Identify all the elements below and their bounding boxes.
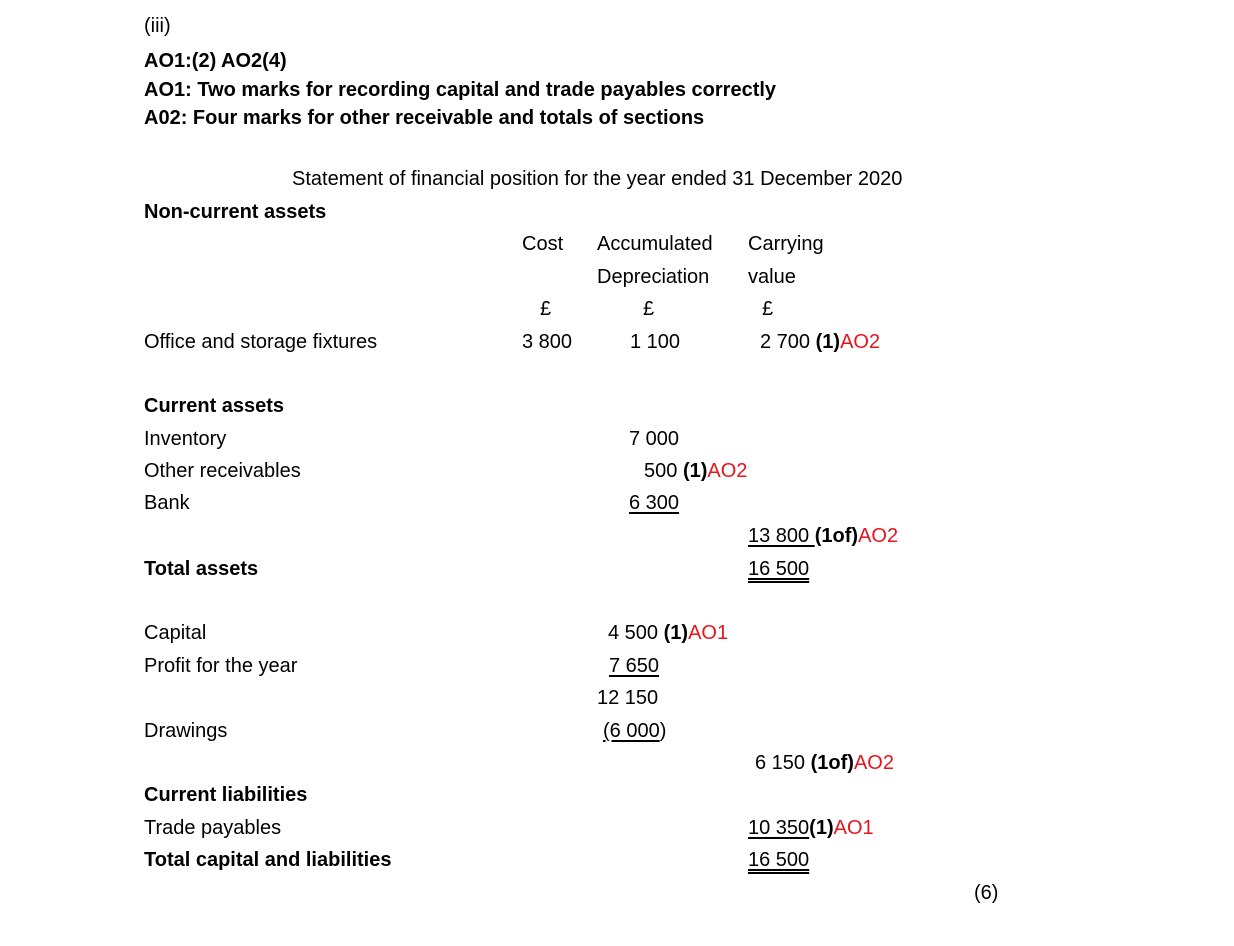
current-assets-total-mark: (1of)	[814, 525, 859, 547]
non-current-heading: Non-current assets	[144, 201, 327, 223]
payables-row	[748, 816, 874, 840]
part-label: (iii)	[144, 15, 171, 37]
capital-value: 4 500	[608, 622, 659, 644]
ao1-note: AO1: Two marks for recording capital and trade payables correctly	[144, 79, 777, 101]
total-capital-liabilities-label: Total capital and liabilities	[144, 849, 392, 871]
drawings-row	[603, 719, 666, 743]
drawings-close: )	[659, 720, 667, 742]
marks-total: (6)	[974, 882, 999, 904]
fixtures-cost: 3 800	[522, 331, 573, 353]
current-assets-total-ao: AO2	[858, 525, 899, 547]
drawings-label: Drawings	[144, 720, 228, 742]
current-assets-total-value: 13 800	[748, 525, 815, 547]
profit-label: Profit for the year	[144, 655, 298, 677]
capital-label: Capital	[144, 622, 207, 644]
drawings-value: (6 000	[603, 720, 660, 742]
ao2-note: A02: Four marks for other receivable and totals of sections	[144, 107, 705, 129]
fixtures-carrying-value: 2 700	[760, 331, 811, 353]
col-value: value	[748, 266, 796, 288]
receivables-label: Other receivables	[144, 460, 301, 482]
capital-ao: AO1	[688, 622, 729, 644]
current-liabilities-heading: Current liabilities	[144, 784, 308, 806]
receivables-value: 500	[644, 460, 678, 482]
fixtures-label: Office and storage fixtures	[144, 331, 378, 353]
net-capital-mark: (1of)	[810, 752, 854, 774]
payables-mark: (1)	[809, 817, 834, 839]
inventory-value: 7 000	[629, 428, 680, 450]
receivables-row	[644, 459, 747, 483]
col-carrying: Carrying	[748, 233, 824, 255]
fixtures-ao: AO2	[840, 331, 881, 353]
receivables-ao: AO2	[707, 460, 748, 482]
currency-cost: £	[540, 298, 552, 320]
ao-summary: AO1:(2) AO2(4)	[144, 50, 287, 72]
total-assets-label: Total assets	[144, 558, 259, 580]
capital-subtotal: 12 150	[597, 687, 659, 709]
payables-label: Trade payables	[144, 817, 282, 839]
currency-carrying: £	[762, 298, 774, 320]
inventory-label: Inventory	[144, 428, 227, 450]
statement-title: Statement of financial position for the year ended 31 December 2020	[292, 168, 903, 190]
profit-value: 7 650	[609, 655, 660, 677]
net-capital-ao: AO2	[853, 752, 894, 774]
fixtures-carrying	[760, 330, 880, 354]
bank-label: Bank	[144, 492, 190, 514]
capital-mark: (1)	[663, 622, 689, 644]
col-cost: Cost	[522, 233, 564, 255]
col-depreciation: Depreciation	[597, 266, 710, 288]
total-capital-liabilities-value: 16 500	[748, 849, 810, 871]
net-capital-value: 6 150	[755, 752, 806, 774]
payables-ao: AO1	[833, 817, 874, 839]
net-capital	[755, 751, 894, 775]
bank-value: 6 300	[629, 492, 680, 514]
payables-value: 10 350	[748, 817, 810, 839]
capital-row	[608, 621, 728, 645]
total-assets-value: 16 500	[748, 558, 810, 580]
receivables-mark: (1)	[682, 460, 708, 482]
currency-depreciation: £	[643, 298, 655, 320]
fixtures-mark: (1)	[815, 331, 841, 353]
fixtures-depreciation: 1 100	[630, 331, 681, 353]
current-assets-total	[748, 524, 898, 548]
current-assets-heading: Current assets	[144, 395, 285, 417]
col-accumulated: Accumulated	[597, 233, 713, 255]
